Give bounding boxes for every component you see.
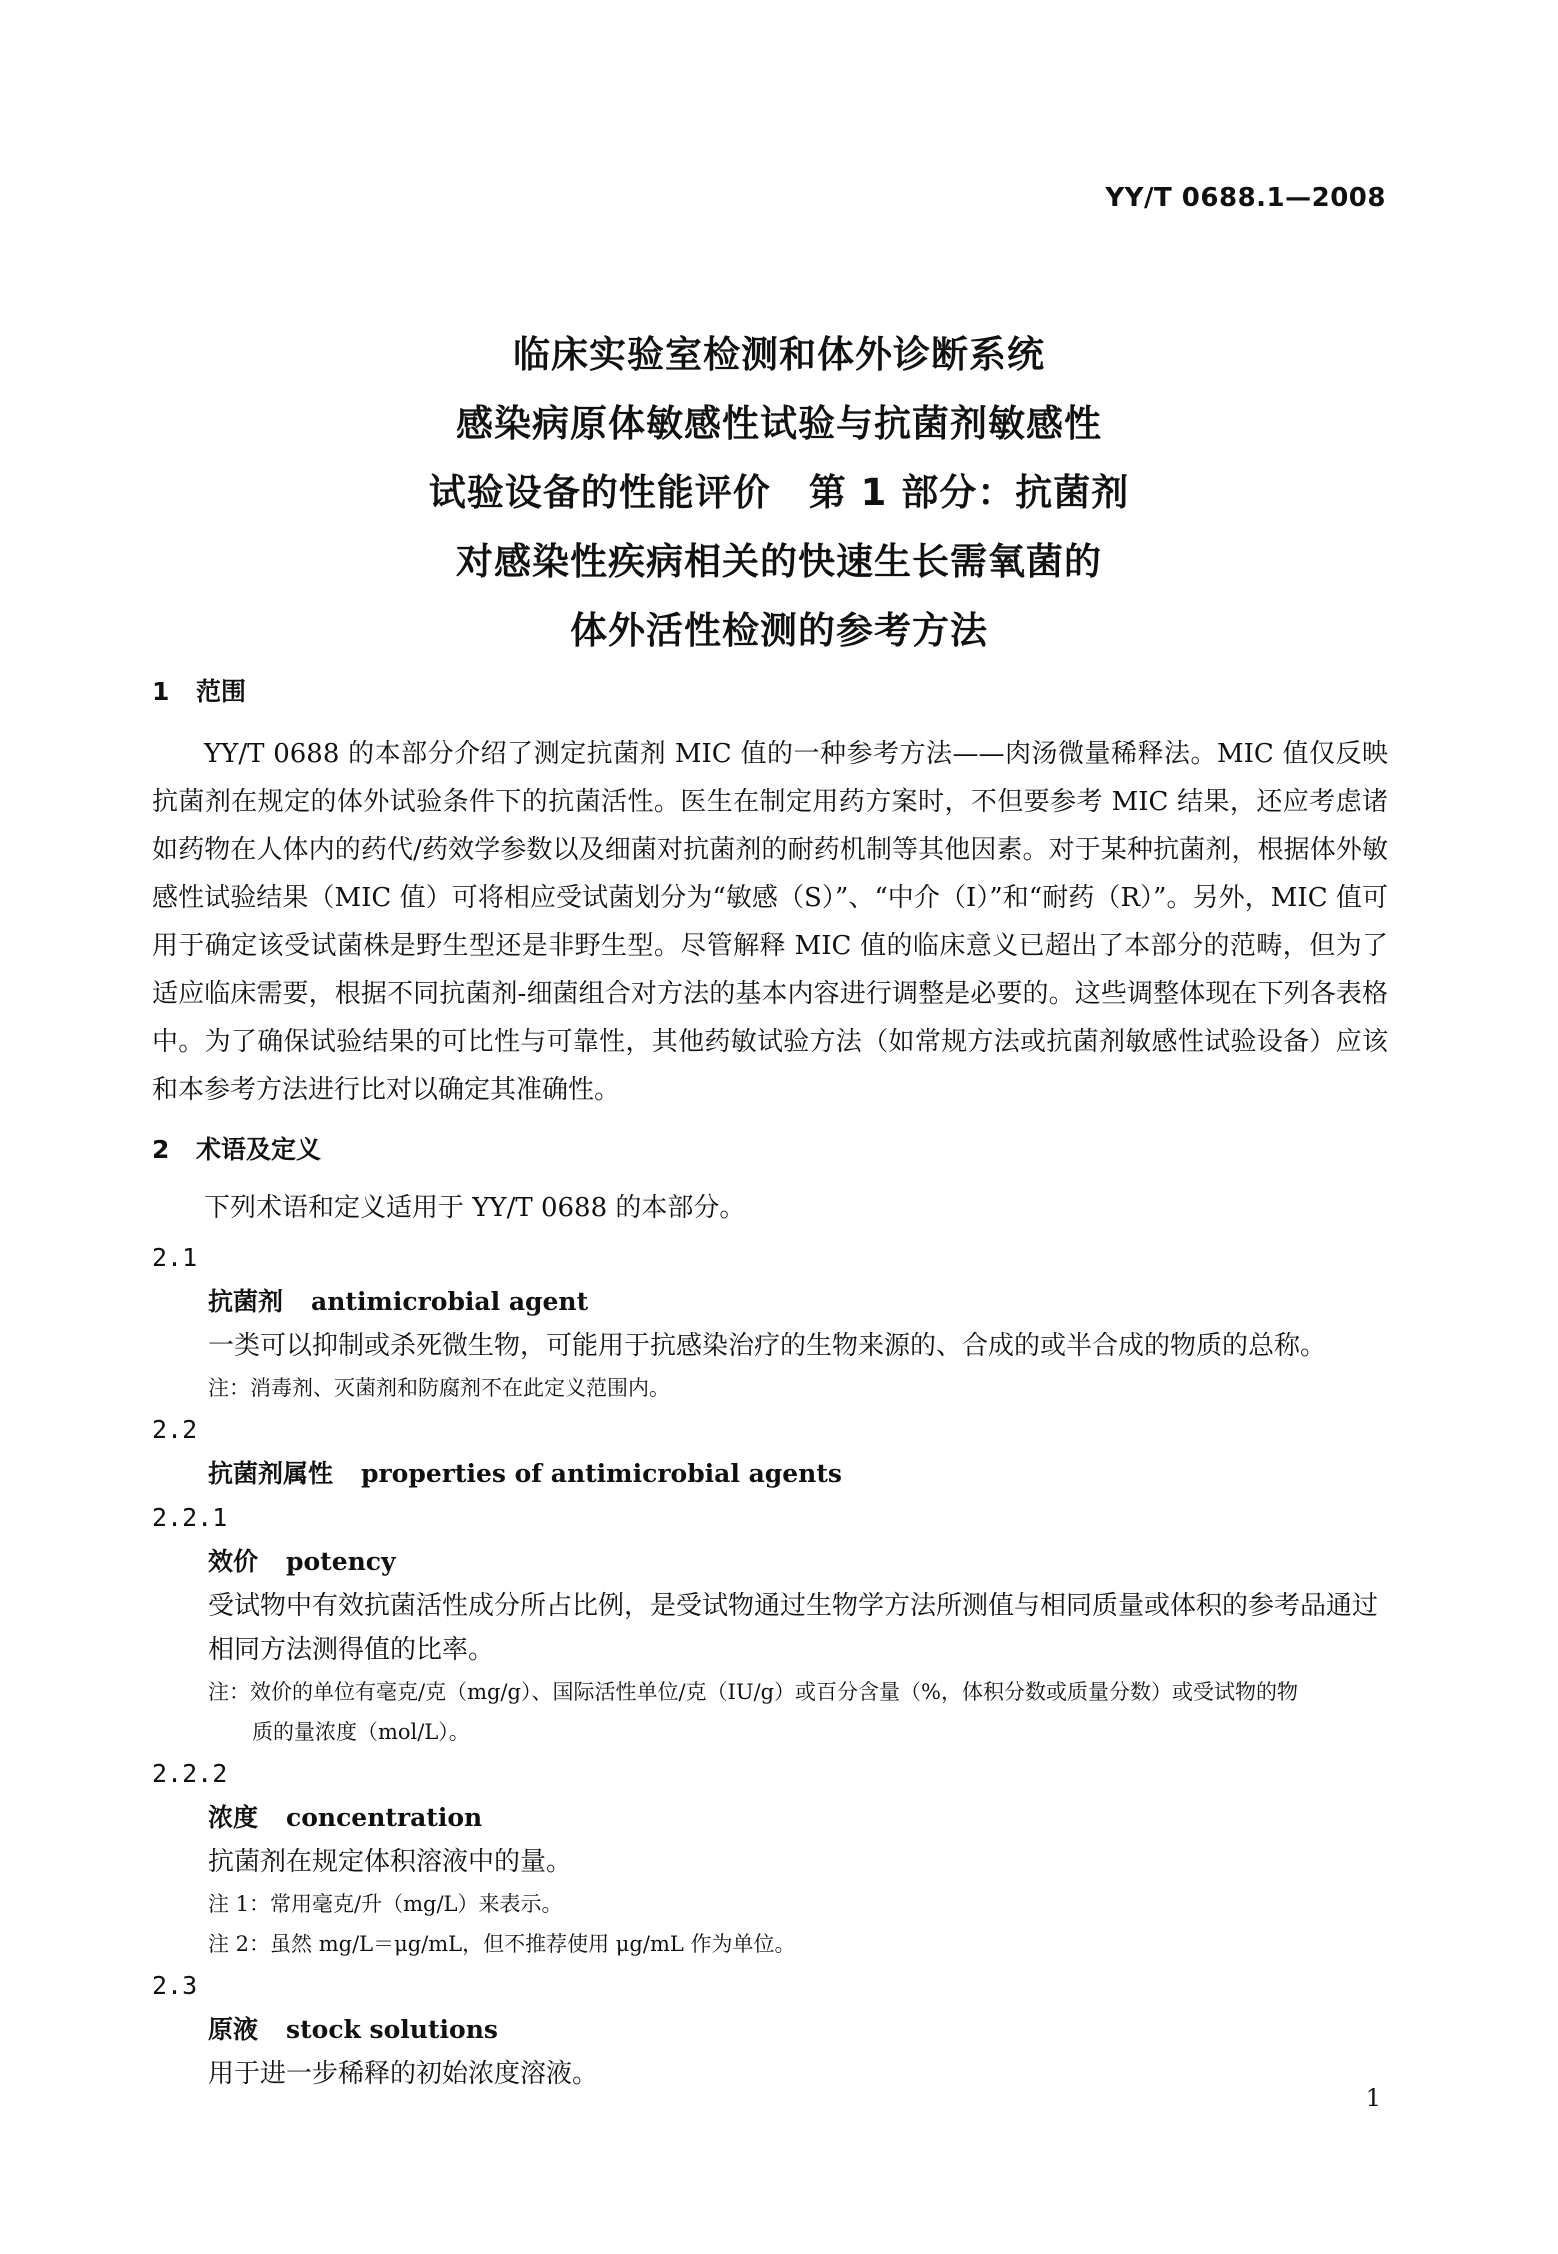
note-line: 质的量浓度（mol/L）。 [252, 1720, 470, 1744]
term-note: 注 1：常用毫克/升（mg/L）来表示。 [208, 1892, 563, 1916]
term-english: concentration [286, 1803, 483, 1832]
clause-number: 2.1 [152, 1243, 198, 1272]
term-english: potency [286, 1547, 396, 1576]
section-heading-terms [152, 1126, 1388, 1174]
term-definition: 用于进一步稀释的初始浓度溶液。 [208, 2059, 599, 2089]
term-chinese: 抗菌剂 [208, 1287, 284, 1316]
section-title: 范围 [196, 677, 247, 706]
note-line: 注：效价的单位有毫克/克（mg/g）、国际活性单位/克（IU/g）或百分含量（%，体积分数或质量分数）或受试物的物 [208, 1680, 1298, 1704]
section-number: 2 [152, 1135, 170, 1164]
title-line: 试验设备的性能评价 第 1 部分：抗菌剂 [428, 471, 1130, 514]
section-number: 1 [152, 677, 170, 706]
title-line: 对感染性疾病相关的快速生长需氧菌的 [456, 540, 1102, 583]
term-chinese: 效价 [208, 1547, 259, 1576]
term-entry [152, 2008, 1388, 2052]
term-english: antimicrobial agent [311, 1287, 589, 1316]
section-title: 术语及定义 [196, 1135, 322, 1164]
terms-intro: 下列术语和定义适用于 YY/T 0688 的本部分。 [204, 1193, 746, 1223]
term-entry [152, 1540, 1388, 1584]
title-line: 临床实验室检测和体外诊断系统 [513, 333, 1045, 376]
clause-number: 2.3 [152, 1971, 198, 2000]
section-heading-scope [152, 668, 1388, 716]
term-definition: 一类可以抑制或杀死微生物，可能用于抗感染治疗的生物来源的、合成的或半合成的物质的总称。 [208, 1331, 1327, 1361]
document-body [152, 668, 1388, 2096]
term-definition: 抗菌剂在规定体积溶液中的量。 [208, 1847, 573, 1877]
standard-number: YY/T 0688.1—2008 [1105, 183, 1386, 213]
term-note: 注：消毒剂、灭菌剂和防腐剂不在此定义范围内。 [208, 1376, 670, 1400]
term-chinese: 抗菌剂属性 [208, 1459, 334, 1488]
clause-number: 2.2 [152, 1415, 198, 1444]
clause-number: 2.2.1 [152, 1503, 228, 1532]
term-entry [152, 1452, 1388, 1496]
term-entry [152, 1796, 1388, 1840]
title-line: 感染病原体敏感性试验与抗菌剂敏感性 [456, 402, 1102, 445]
term-english: properties of antimicrobial agents [361, 1459, 842, 1488]
term-definition: 受试物中有效抗菌活性成分所占比例，是受试物通过生物学方法所测值与相同质量或体积的参考品通过相同方法测得值的比率。 [208, 1591, 1379, 1665]
term-chinese: 浓度 [208, 1803, 259, 1832]
term-chinese: 原液 [208, 2015, 259, 2044]
term-english: stock solutions [286, 2015, 498, 2044]
clause-number: 2.2.2 [152, 1759, 228, 1788]
term-entry [152, 1280, 1388, 1324]
page-number: 1 [1365, 2084, 1381, 2112]
document-title [279, 320, 1279, 665]
term-note: 注 2：虽然 mg/L＝μg/mL，但不推荐使用 μg/mL 作为单位。 [208, 1932, 796, 1956]
title-line: 体外活性检测的参考方法 [570, 609, 988, 652]
scope-paragraph: YY/T 0688 的本部分介绍了测定抗菌剂 MIC 值的一种参考方法——肉汤微量稀释法。MIC 值仅反映抗菌剂在规定的体外试验条件下的抗菌活性。医生在制定用药方案时，不但要参考 MIC 结果，还应考虑诸如药物在人体内的药代/药效学参数以及细菌对抗菌剂的耐药机制等其他因素。对于某种抗菌剂，根据体外敏感性试验结果（MIC 值）可将相应受试菌划分为“敏感（S）”、“中介（I）”和“耐药（R）”。另外，MIC 值可用于确定该受试菌株是野生型还是非野生型。尽管解释 MIC 值的临床意义已超出了本部分的范畴，但为了适应临床需要，根据不同抗菌剂-细菌组合对方法的基本内容进行调整是必要的。这些调整体现在下列各表格中。为了确保试验结果的可比性与可靠性，其他药敏试验方法（如常规方法或抗菌剂敏感性试验设备）应该和本参考方法进行比对以确定其准确性。 [152, 739, 1388, 1105]
term-note [152, 1672, 1388, 1752]
